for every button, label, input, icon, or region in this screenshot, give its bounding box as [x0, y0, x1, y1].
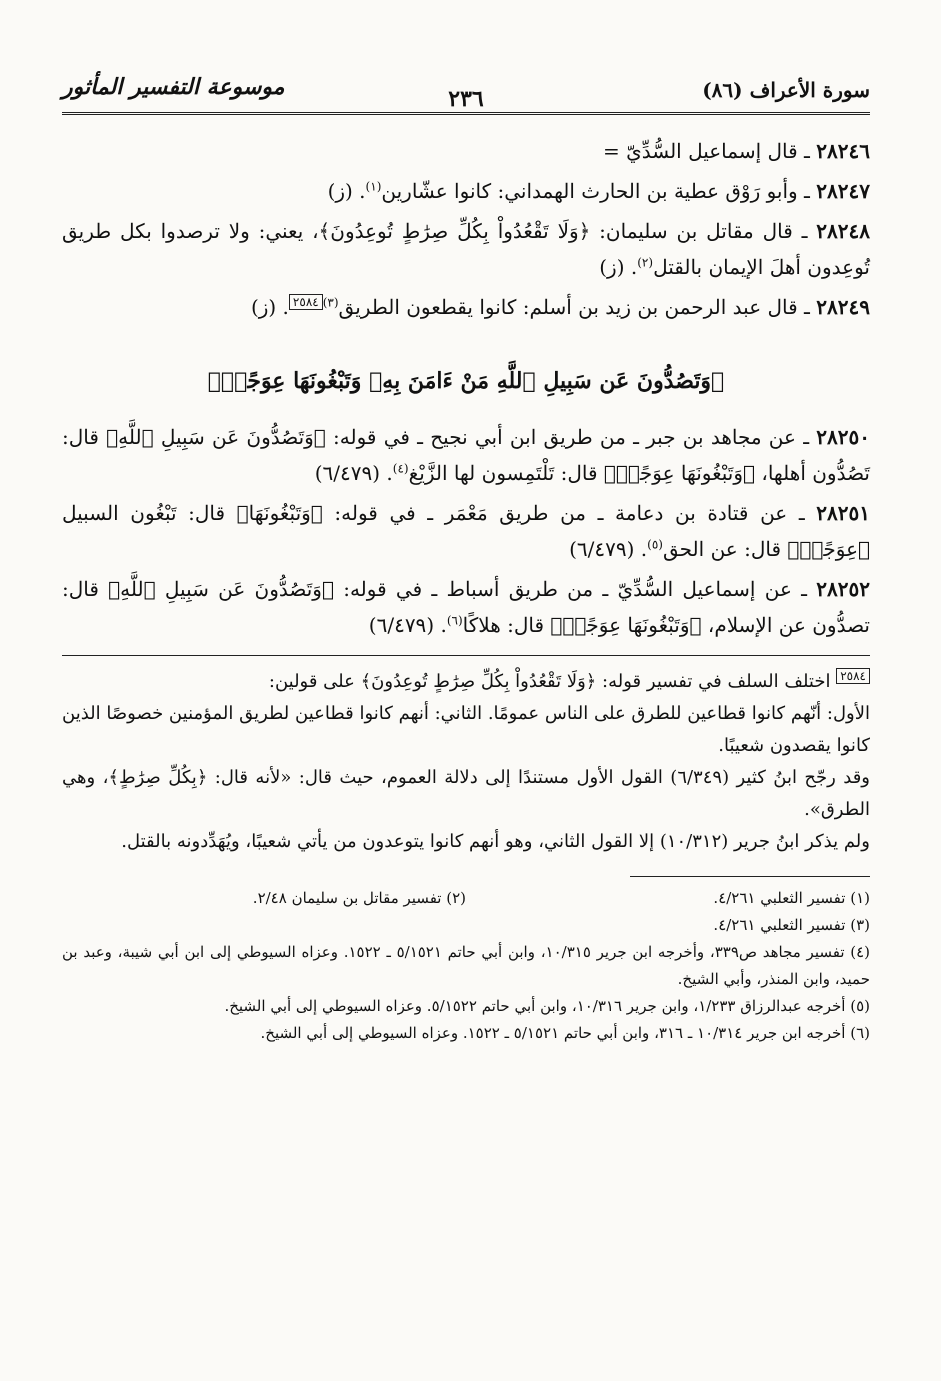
- entry: ٢٨٢٤٦ ـ قال إسماعيل السُّدِّيّ =: [602, 139, 870, 163]
- cross-ref-box[interactable]: ٢٥٨٤: [289, 294, 323, 310]
- entry: ٢٨٢٤٨ ـ قال مقاتل بن سليمان: ﴿وَلَا تَقْعُدُواْ بِكُلِّ صِرَٰطٍ تُوعِدُونَ﴾، يعني: ولا ترصدوا بكل طريق تُوعِدون أهلَ الإيمان بالقتل$^{(٢)}$. (ز): [62, 219, 870, 279]
- book-title: موسوعة التفسير المأثور: [62, 74, 285, 100]
- entry: ٢٨٢٤٩ ـ قال عبد الرحمن بن زيد بن أسلم: كانوا يقطعون الطريق$^{(٣)٢٥٨٤}$. (ز): [250, 295, 870, 319]
- commentary: $^{٢٥٨٤}$ اختلف السلف في تفسير قوله: ﴿وَلَا تَقْعُدُواْ بِكُلِّ صِرَٰطٍ تُوعِدُونَ﴾ على قولين: الأول: أنّهم كانوا قطاعين للطرق على الناس عمومًا. الثاني: أنهم كانوا قطاعين لطريق المؤمنين خصوصًا الذين كانوا يقصدون شعيبًا. وقد رجّح ابنُ كثير (٦/٣٤٩) القول الأول مستندًا إلى دلالة العموم، حيث قال: «لأنه قال: ﴿بِكُلِّ صِرَٰطٍ﴾، وهي الطرق». ولم يذكر ابنُ جرير (١٠/٣١٢) إلا القول الثاني، وهو أنهم كانوا يتوعدون من يأتي شعيبًا، ويُهَدِّدونه بالقتل.: [62, 669, 870, 852]
- entry: ٢٨٢٥١ ـ عن قتادة بن دعامة ـ من طريق مَعْمَر ـ في قوله: ﴿وَتَبْغُونَهَا﴾ قال: تَبْغُون السبيل ﴿عِوَجًاۚ﴾ قال: عن الحق$^{(٥)}$. (٦/٤٧٩): [62, 501, 870, 561]
- footnote-rule: [630, 876, 870, 877]
- surah-title: سورة الأعراف (٨٦): [702, 78, 870, 102]
- main-text: [62, 133, 870, 1047]
- entry: ٢٨٢٥٠ ـ عن مجاهد بن جبر ـ من طريق ابن أبي نجيح ـ في قوله: ﴿وَتَصُدُّونَ عَن سَبِيلِ ٱللَّهِ﴾ قال: تَصُدُّون أهلها، ﴿وَتَبْغُونَهَا عِوَجًاۚ﴾ قال: تَلْتَمِسون لها الزَّيْغ$^{(٤)}$. (٦/٤٧٩): [62, 425, 871, 485]
- entry: ٢٨٢٥٢ ـ عن إسماعيل السُّدِّيّ ـ من طريق أسباط ـ في قوله: ﴿وَتَصُدُّونَ عَن سَبِيلِ ٱللَّهِ﴾ قال: تصدُّون عن الإسلام، ﴿وَتَبْغُونَهَا عِوَجًاۚ﴾ قال: هلاكًا$^{(٦)}$. (٦/٤٧٩): [62, 577, 870, 637]
- divider: [62, 655, 870, 656]
- page-header: [62, 60, 870, 115]
- footnotes: (١) تفسير الثعلبي ٤/٢٦١. (٢) تفسير مقاتل بن سليمان ٢/٤٨. (٣) تفسير الثعلبي ٤/٢٦١. (٤) تفسير مجاهد ص٣٣٩، وأخرجه ابن جرير ١٠/٣١٥، وابن أبي حاتم ٥/١٥٢١ ـ ١٥٢٢. وعزاه السيوطي إلى ابن أبي شيبة، وعبد بن حميد، وابن المنذر، وأبي الشيخ. (٥) أخرجه عبدالرزاق ١/٢٣٣، وابن جرير ١٠/٣١٦، وابن أبي حاتم ٥/١٥٢٢. وعزاه السيوطي إلى أبي الشيخ. (٦) أخرجه ابن جرير ١٠/٣١٤ ـ ٣١٦، وابن أبي حاتم ٥/١٥٢١ ـ ١٥٢٢. وعزاه السيوطي إلى أبي الشيخ.: [62, 889, 870, 1042]
- page: [62, 60, 870, 1047]
- page-number: ٢٣٦: [438, 86, 493, 112]
- commentary-box: ٢٥٨٤: [836, 668, 870, 684]
- quran-verse: ﴿وَتَصُدُّونَ عَن سَبِيلِ ٱللَّهِ مَنْ ءَامَنَ بِهِۦ وَتَبْغُونَهَا عِوَجًاۚ﴾: [207, 368, 725, 394]
- entry: ٢٨٢٤٧ ـ وأبو رَوْق عطية بن الحارث الهمداني: كانوا عشّارين$^{(١)}$. (ز): [327, 179, 870, 203]
